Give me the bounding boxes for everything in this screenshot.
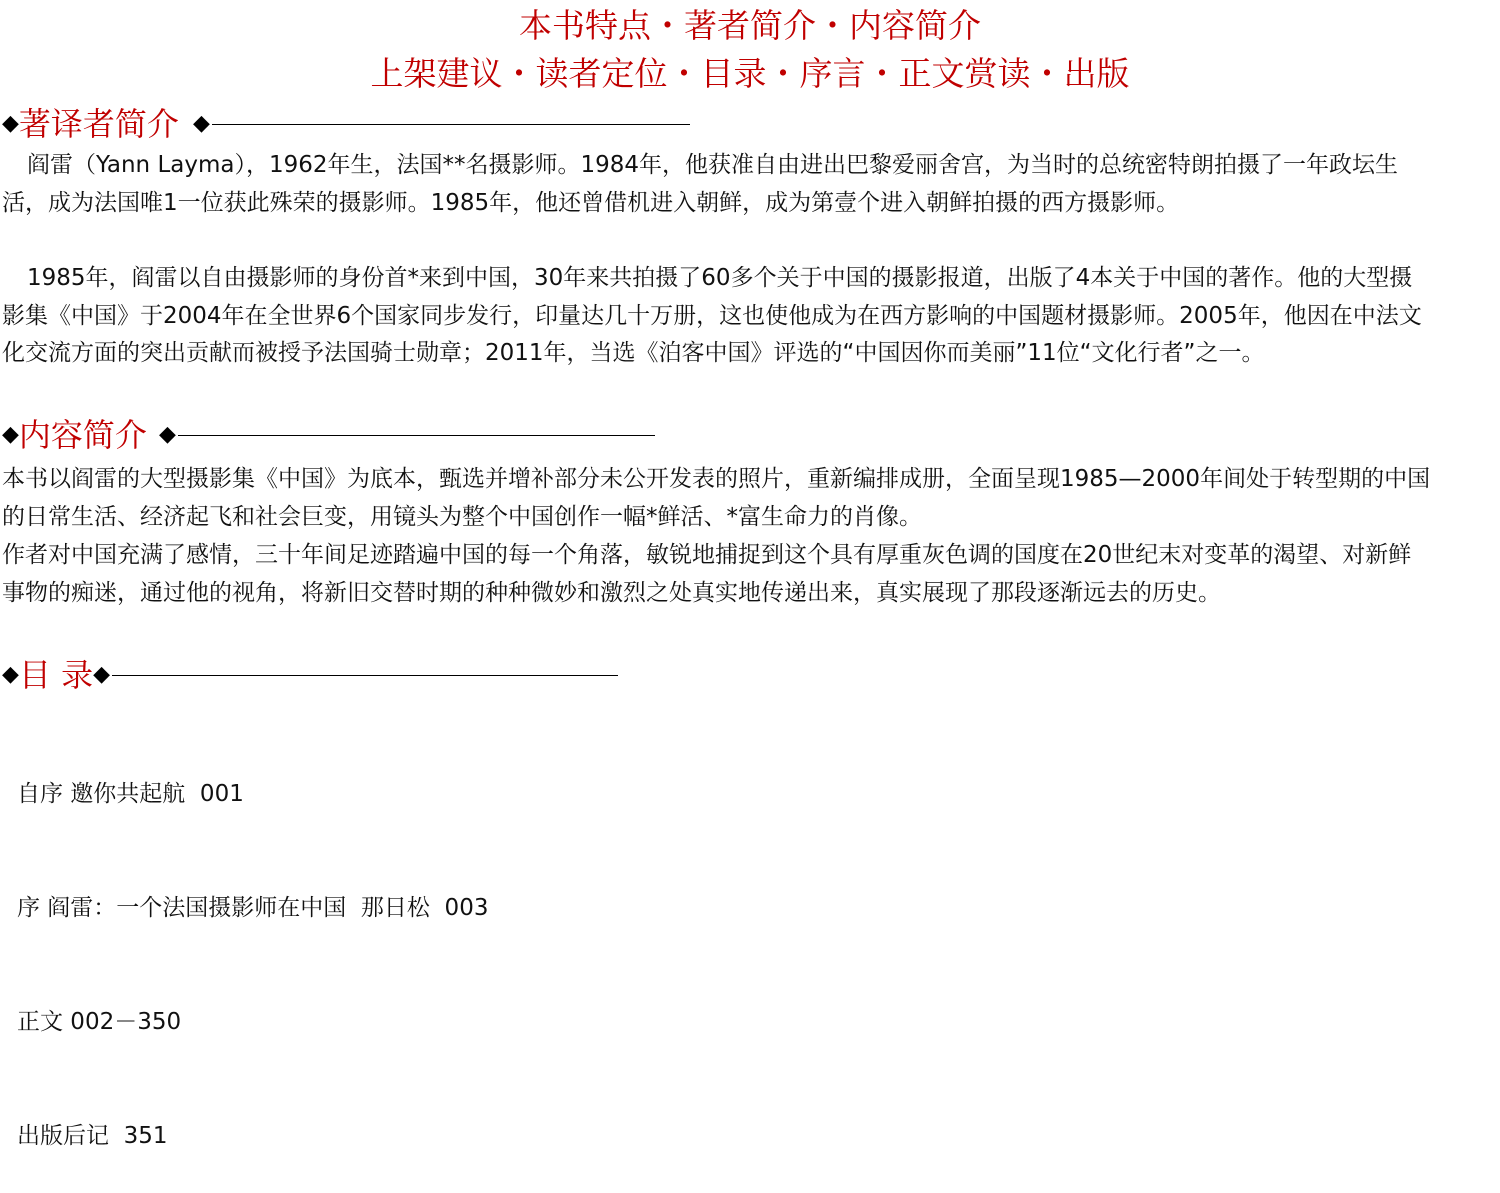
summary-paragraph-2: 作者对中国充满了感情，三十年间足迹踏遍中国的每一个角落，敏锐地捕捉到这个具有厚重灰色调的国度在20世纪末对变革的渴望、对新鲜事物的痴迷，通过他的视角，将新旧交替时期的种种微妙和激烈之处真实地传递出来，真实展现了那段逐渐远去的历史。 (2, 542, 1412, 606)
toc-list (17, 699, 488, 1193)
section-divider (212, 124, 690, 125)
author-paragraph-2: 1985年，阎雷以自由摄影师的身份首*来到中国，30年来共拍摄了60多个关于中国的摄影报道，出版了4本关于中国的著作。他的大型摄影集《中国》于2004年在全世界6个国家同步发行，印量达几十万册，这也使他成为在西方影响的中国题材摄影师。2005年，他因在中法文化交流方面的突出贡献而被授予法国骑士勋章；2011年，当选《泊客中国》评选的“中国因你而美丽”11位“文化行者”之一。 (2, 265, 1422, 366)
summary-paragraph-1: 本书以阎雷的大型摄影集《中国》为底本，甄选并增补部分未公开发表的照片，重新编排成册，全面呈现1985—2000年间处于转型期的中国的日常生活、经济起飞和社会巨变，用镜头为整个中国创作一幅*鲜活、*富生命力的肖像。 (2, 466, 1431, 530)
diamond-icon: ◆ (2, 422, 19, 447)
section-divider (112, 675, 618, 676)
toc-item-afterword[interactable]: 出版后记 351 (17, 1123, 168, 1149)
section-header-summary (2, 415, 655, 455)
nav-line-2[interactable]: 上架建议・读者定位・目录・序言・正文赏读・出版 (370, 54, 1130, 93)
diamond-icon: ◆ (158, 422, 176, 447)
section-header-author (2, 104, 690, 144)
toc-item-preface[interactable]: 序 阎雷：一个法国摄影师在中国 那日松 003 (17, 895, 489, 921)
section-title-author: 著译者简介 (18, 105, 179, 143)
diamond-icon: ◆ (2, 111, 19, 136)
section-header-toc (2, 655, 618, 695)
section-divider (178, 435, 655, 436)
diamond-icon: ◆ (93, 662, 111, 687)
author-paragraph-1: 阎雷（Yann Layma），1962年生，法国**名摄影师。1984年，他获准自由进出巴黎爱丽舍宫，为当时的总统密特朗拍摄了一年政坛生活，成为法国唯1一位获此殊荣的摄影师。1985年，他还曾借机进入朝鲜，成为第壹个进入朝鲜拍摄的西方摄影师。 (2, 152, 1399, 216)
nav-line-1[interactable]: 本书特点・著者简介・内容简介 (519, 6, 981, 45)
diamond-icon: ◆ (2, 662, 19, 687)
section-title-summary: 内容简介 (18, 416, 147, 454)
toc-item-preface-self[interactable]: 自序 邀你共起航 001 (17, 781, 244, 807)
section-title-toc: 目 录 (18, 656, 94, 694)
diamond-icon: ◆ (192, 111, 210, 136)
toc-item-main-text[interactable]: 正文 002－350 (17, 1009, 182, 1035)
